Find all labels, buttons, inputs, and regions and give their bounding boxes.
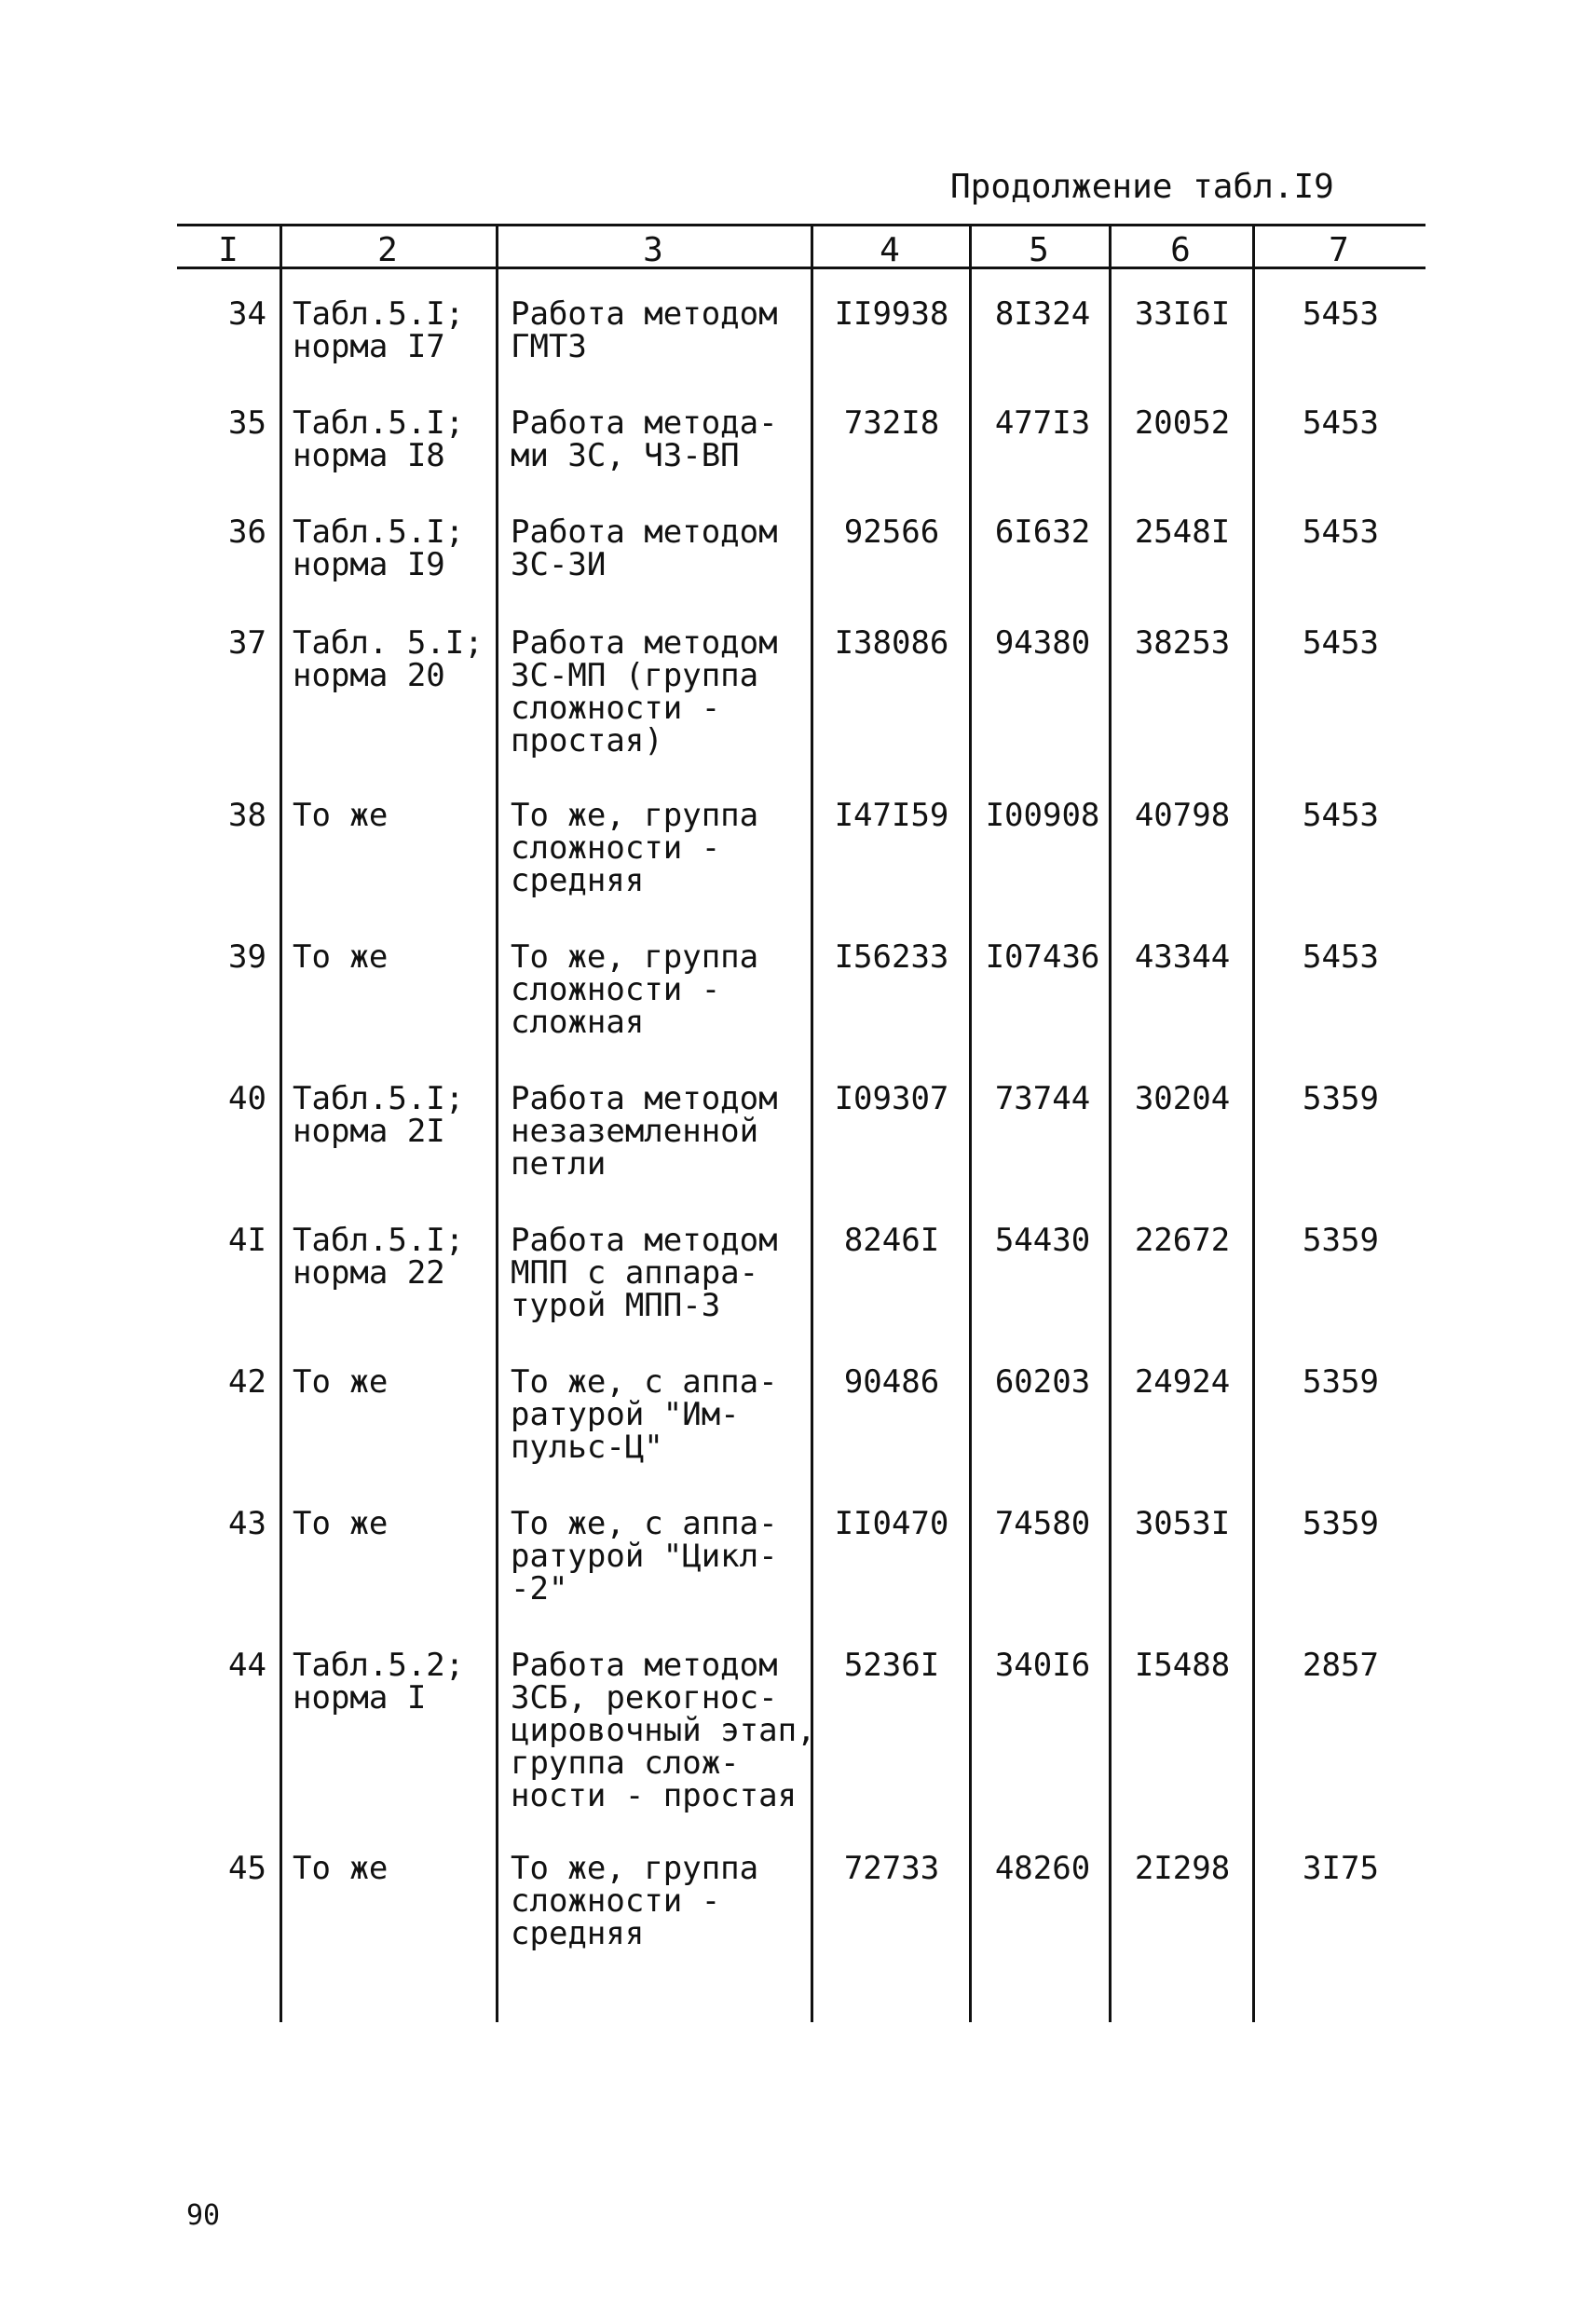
- reference-cell: Табл.5.I; норма I9: [293, 516, 465, 581]
- value-col7: 5453: [1303, 941, 1379, 974]
- value-col4: 92566: [843, 516, 940, 549]
- value-col4: 72733: [843, 1853, 940, 1885]
- value-col6: 33I6I: [1134, 298, 1231, 331]
- reference-cell: То же: [293, 800, 389, 832]
- row-number: 34: [228, 298, 266, 331]
- value-col4: I38086: [834, 627, 949, 660]
- value-col5: 48260: [994, 1853, 1091, 1885]
- reference-cell: То же: [293, 1853, 389, 1885]
- value-col6: 2I298: [1134, 1853, 1231, 1885]
- value-col6: 40798: [1134, 800, 1231, 832]
- description-cell: То же, с аппа- ратурой "Им- пульс-Ц": [511, 1366, 778, 1464]
- description-cell: Работа методом ЗС-ЗИ: [511, 516, 778, 581]
- value-col6: 20052: [1134, 407, 1231, 440]
- row-number: 4I: [228, 1224, 266, 1257]
- value-col5: I07436: [985, 941, 1100, 974]
- value-col5: 60203: [994, 1366, 1091, 1399]
- value-col5: 74580: [994, 1508, 1091, 1540]
- value-col7: 5453: [1303, 516, 1379, 549]
- column-header: 7: [1329, 231, 1349, 269]
- value-col7: 5359: [1303, 1224, 1379, 1257]
- value-col4: 8246I: [843, 1224, 940, 1257]
- value-col6: 43344: [1134, 941, 1231, 974]
- column-divider: [1252, 224, 1255, 2022]
- column-header: 4: [880, 231, 900, 269]
- value-col6: 30204: [1134, 1083, 1231, 1115]
- page-number: 90: [186, 2199, 221, 2232]
- value-col4: II9938: [834, 298, 949, 331]
- row-number: 45: [228, 1853, 266, 1885]
- reference-cell: То же: [293, 1508, 389, 1540]
- value-col6: 3053I: [1134, 1508, 1231, 1540]
- value-col4: 732I8: [843, 407, 940, 440]
- value-col5: 340I6: [994, 1649, 1091, 1682]
- description-cell: То же, группа сложности - средняя: [511, 800, 759, 897]
- row-number: 36: [228, 516, 266, 549]
- row-number: 40: [228, 1083, 266, 1115]
- value-col6: 24924: [1134, 1366, 1231, 1399]
- value-col6: 38253: [1134, 627, 1231, 660]
- value-col7: 5453: [1303, 800, 1379, 832]
- reference-cell: Табл.5.I; норма I7: [293, 298, 465, 363]
- value-col7: 5359: [1303, 1508, 1379, 1540]
- value-col6: 22672: [1134, 1224, 1231, 1257]
- reference-cell: То же: [293, 941, 389, 974]
- value-col4: 90486: [843, 1366, 940, 1399]
- reference-cell: Табл.5.I; норма 22: [293, 1224, 465, 1290]
- column-header: I: [218, 231, 239, 269]
- column-header: 2: [377, 231, 398, 269]
- value-col5: 8I324: [994, 298, 1091, 331]
- table-caption: Продолжение табл.I9: [950, 168, 1334, 206]
- value-col4: I09307: [834, 1083, 949, 1115]
- table-top-rule: [177, 224, 1425, 226]
- reference-cell: То же: [293, 1366, 389, 1399]
- description-cell: Работа методом ЗС-МП (группа сложности - простая): [511, 627, 778, 758]
- column-header: 5: [1029, 231, 1049, 269]
- row-number: 42: [228, 1366, 266, 1399]
- value-col7: 5453: [1303, 627, 1379, 660]
- value-col6: I5488: [1134, 1649, 1231, 1682]
- value-col7: 2857: [1303, 1649, 1379, 1682]
- value-col7: 5453: [1303, 407, 1379, 440]
- column-header: 3: [643, 231, 663, 269]
- value-col5: I00908: [985, 800, 1100, 832]
- description-cell: То же, группа сложности - средняя: [511, 1853, 759, 1950]
- row-number: 37: [228, 627, 266, 660]
- value-col4: I56233: [834, 941, 949, 974]
- value-col6: 2548I: [1134, 516, 1231, 549]
- value-col5: 54430: [994, 1224, 1091, 1257]
- description-cell: То же, группа сложности - сложная: [511, 941, 759, 1039]
- row-number: 35: [228, 407, 266, 440]
- reference-cell: Табл.5.I; норма 2I: [293, 1083, 465, 1148]
- description-cell: Работа метода- ми ЗС, ЧЗ-ВП: [511, 407, 778, 472]
- description-cell: Работа методом ГМТЗ: [511, 298, 778, 363]
- row-number: 43: [228, 1508, 266, 1540]
- value-col4: 5236I: [843, 1649, 940, 1682]
- row-number: 44: [228, 1649, 266, 1682]
- column-divider: [1109, 224, 1112, 2022]
- column-divider: [280, 224, 282, 2022]
- value-col4: II0470: [834, 1508, 949, 1540]
- value-col5: 6I632: [994, 516, 1091, 549]
- value-col5: 73744: [994, 1083, 1091, 1115]
- value-col7: 5453: [1303, 298, 1379, 331]
- description-cell: Работа методом МПП с аппара- турой МПП-3: [511, 1224, 778, 1322]
- reference-cell: Табл.5.I; норма I8: [293, 407, 465, 472]
- value-col5: 477I3: [994, 407, 1091, 440]
- value-col4: I47I59: [834, 800, 949, 832]
- column-divider: [969, 224, 972, 2022]
- value-col5: 94380: [994, 627, 1091, 660]
- column-header: 6: [1170, 231, 1191, 269]
- reference-cell: Табл. 5.I; норма 20: [293, 627, 484, 692]
- description-cell: То же, с аппа- ратурой "Цикл- -2": [511, 1508, 778, 1606]
- reference-cell: Табл.5.2; норма I: [293, 1649, 465, 1715]
- row-number: 39: [228, 941, 266, 974]
- value-col7: 3I75: [1303, 1853, 1379, 1885]
- value-col7: 5359: [1303, 1083, 1379, 1115]
- description-cell: Работа методом ЗСБ, рекогнос- цировочный этап, группа слож- ности - простая: [511, 1649, 816, 1813]
- row-number: 38: [228, 800, 266, 832]
- description-cell: Работа методом незаземленной петли: [511, 1083, 778, 1181]
- value-col7: 5359: [1303, 1366, 1379, 1399]
